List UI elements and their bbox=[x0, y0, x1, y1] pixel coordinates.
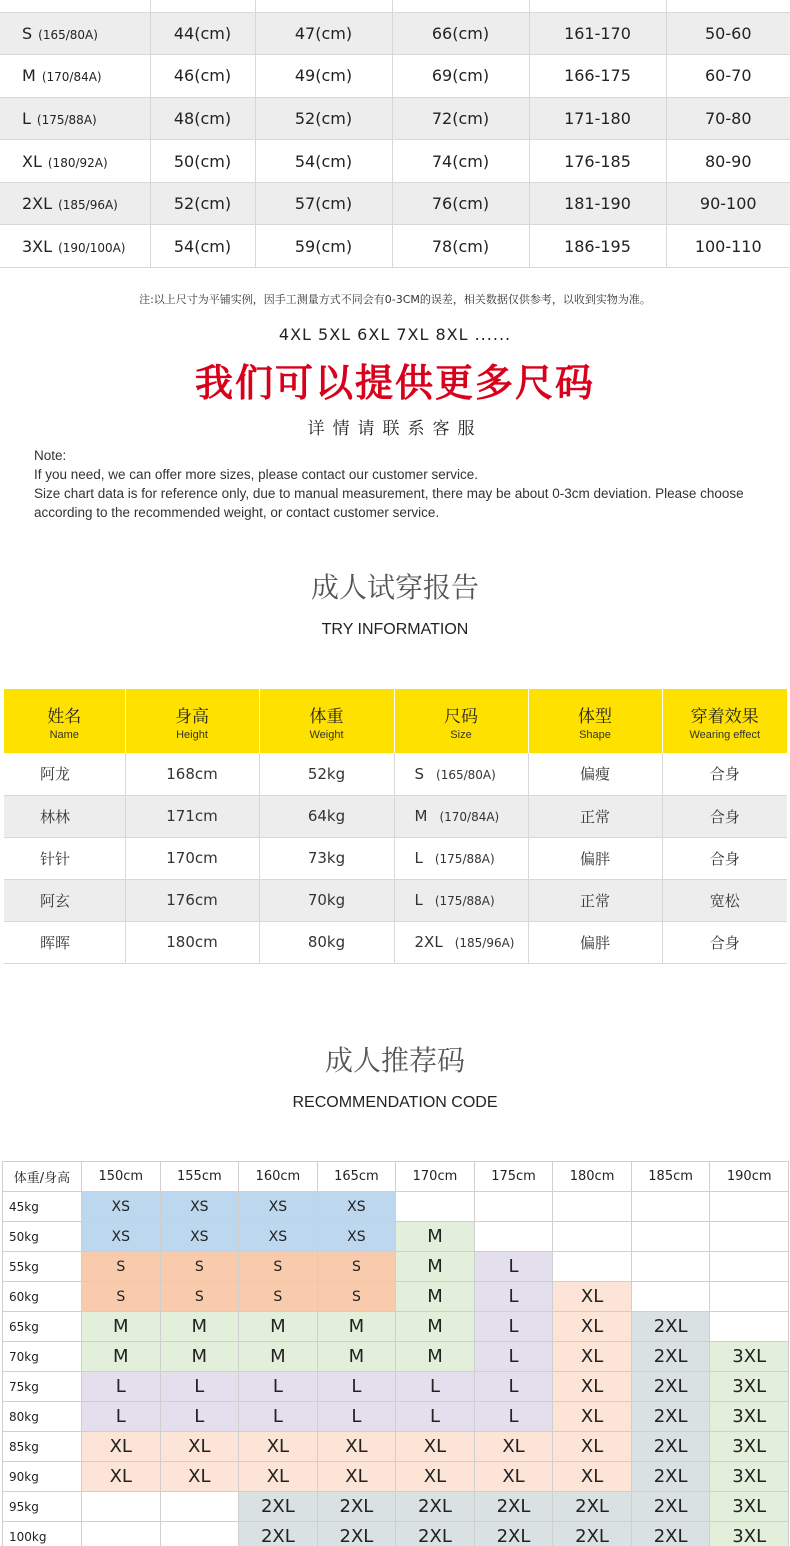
rec-size-cell: XL bbox=[553, 1402, 632, 1432]
size-code: (170/84A) bbox=[41, 70, 102, 85]
rec-size-cell bbox=[160, 1492, 239, 1522]
size-label: L bbox=[22, 108, 31, 128]
size-cell bbox=[0, 225, 150, 268]
rec-weight-cell: 75kg bbox=[3, 1372, 82, 1402]
size-code: (190/100A) bbox=[58, 240, 126, 255]
rec-size-cell: 2XL bbox=[474, 1522, 553, 1546]
english-note bbox=[34, 446, 764, 522]
rec-size-cell: XS bbox=[82, 1222, 161, 1252]
rec-size-cell: 3XL bbox=[710, 1462, 789, 1492]
rec-size-cell: M bbox=[396, 1312, 475, 1342]
rec-size-cell: L bbox=[474, 1312, 553, 1342]
size-value-cell: 54(cm) bbox=[255, 140, 392, 183]
try-row bbox=[4, 837, 787, 879]
try-header-en: Height bbox=[176, 728, 208, 741]
try-header-en: Wearing effect bbox=[689, 728, 761, 741]
rec-size-cell: 2XL bbox=[239, 1522, 318, 1546]
contact-service-line: 详情请联系客服 bbox=[307, 419, 483, 439]
rec-size-cell: L bbox=[474, 1402, 553, 1432]
rec-weight-cell: 100kg bbox=[3, 1522, 82, 1546]
rec-size-cell: 3XL bbox=[710, 1402, 789, 1432]
rec-size-cell: XL bbox=[553, 1282, 632, 1312]
try-weight: 73kg bbox=[259, 837, 394, 879]
rec-size-cell bbox=[160, 1522, 239, 1546]
rec-height-header: 150cm bbox=[82, 1162, 161, 1192]
more-sizes-banner: 我们可以提供更多尺码 bbox=[194, 361, 595, 405]
try-weight: 70kg bbox=[259, 879, 394, 921]
try-size-label: 2XL bbox=[414, 933, 443, 951]
rec-size-cell: 2XL bbox=[631, 1522, 710, 1546]
rec-size-cell: XL bbox=[239, 1462, 318, 1492]
rec-size-cell: 2XL bbox=[317, 1522, 396, 1546]
try-size bbox=[394, 921, 528, 963]
size-value-cell: 46(cm) bbox=[150, 55, 255, 98]
size-value-cell: 57(cm) bbox=[255, 182, 392, 225]
size-row bbox=[0, 55, 790, 98]
try-row bbox=[4, 753, 787, 795]
size-label: XL bbox=[22, 151, 42, 171]
rec-size-cell: M bbox=[160, 1342, 239, 1372]
try-shape: 正常 bbox=[528, 879, 662, 921]
try-header-cn: 体型 bbox=[578, 706, 612, 727]
try-name: 针针 bbox=[4, 837, 125, 879]
size-value-cell: 50-60 bbox=[666, 12, 790, 55]
rec-size-cell: M bbox=[396, 1222, 475, 1252]
rec-size-cell: 3XL bbox=[710, 1492, 789, 1522]
size-value-cell: 100-110 bbox=[666, 225, 790, 268]
rec-size-cell: XS bbox=[82, 1192, 161, 1222]
rec-size-cell: M bbox=[396, 1252, 475, 1282]
size-value-cell: 60-70 bbox=[666, 55, 790, 98]
size-value-cell: 52(cm) bbox=[255, 97, 392, 140]
try-height: 170cm bbox=[125, 837, 259, 879]
rec-size-cell bbox=[553, 1192, 632, 1222]
size-value-cell: 90-100 bbox=[666, 182, 790, 225]
try-row bbox=[4, 879, 787, 921]
rec-size-cell: XS bbox=[239, 1222, 318, 1252]
rec-size-cell: XL bbox=[82, 1462, 161, 1492]
size-value-cell: 74(cm) bbox=[392, 140, 529, 183]
rec-size-cell: XL bbox=[317, 1432, 396, 1462]
rec-size-cell: M bbox=[160, 1312, 239, 1342]
rec-size-cell: S bbox=[160, 1252, 239, 1282]
try-header-en: Name bbox=[49, 728, 79, 741]
try-header-en: Shape bbox=[579, 728, 611, 741]
english-note-line-2: Size chart data is for reference only, due to manual measurement, there may be about 0-3cm deviation. Please choose according to the recommended weight, or contact customer service. bbox=[34, 486, 744, 520]
rec-size-cell: 2XL bbox=[631, 1432, 710, 1462]
try-size bbox=[394, 753, 528, 795]
rec-size-cell: XL bbox=[474, 1432, 553, 1462]
size-row bbox=[0, 182, 790, 225]
rec-height-header: 165cm bbox=[317, 1162, 396, 1192]
size-value-cell: 72(cm) bbox=[392, 97, 529, 140]
size-value-cell: 171-180 bbox=[529, 97, 666, 140]
rec-size-cell: 2XL bbox=[631, 1312, 710, 1342]
try-header-cell bbox=[259, 689, 394, 753]
rec-size-cell: M bbox=[317, 1342, 396, 1372]
size-label: M bbox=[22, 66, 36, 86]
rec-size-cell bbox=[710, 1312, 789, 1342]
try-size-code: (185/96A) bbox=[454, 936, 515, 950]
rec-weight-cell: 70kg bbox=[3, 1342, 82, 1372]
rec-size-cell: L bbox=[82, 1402, 161, 1432]
rec-size-cell bbox=[631, 1282, 710, 1312]
rec-size-cell: S bbox=[160, 1282, 239, 1312]
rec-size-cell: XS bbox=[317, 1222, 396, 1252]
size-value-cell: 47(cm) bbox=[255, 12, 392, 55]
rec-size-cell bbox=[631, 1192, 710, 1222]
size-value-cell: 50(cm) bbox=[150, 140, 255, 183]
try-row bbox=[4, 795, 787, 837]
rec-size-cell: XL bbox=[396, 1462, 475, 1492]
try-size-label: L bbox=[414, 849, 423, 867]
try-effect: 合身 bbox=[662, 921, 787, 963]
rec-size-cell: M bbox=[396, 1342, 475, 1372]
rec-size-cell: 2XL bbox=[631, 1342, 710, 1372]
rec-row bbox=[3, 1432, 789, 1462]
try-size-code: (170/84A) bbox=[439, 810, 500, 824]
rec-height-header: 155cm bbox=[160, 1162, 239, 1192]
rec-size-cell: S bbox=[317, 1282, 396, 1312]
size-value-cell: 66(cm) bbox=[392, 12, 529, 55]
try-effect: 合身 bbox=[662, 837, 787, 879]
try-weight: 52kg bbox=[259, 753, 394, 795]
size-value-cell: 186-195 bbox=[529, 225, 666, 268]
rec-size-cell: S bbox=[82, 1252, 161, 1282]
size-value-cell: 80-90 bbox=[666, 140, 790, 183]
rec-row bbox=[3, 1372, 789, 1402]
try-information-table bbox=[4, 689, 787, 964]
english-note-label: Note: bbox=[34, 448, 67, 463]
rec-row bbox=[3, 1222, 789, 1252]
try-header-en: Size bbox=[450, 728, 472, 741]
rec-size-cell bbox=[631, 1252, 710, 1282]
size-code: (185/96A) bbox=[58, 198, 118, 213]
rec-row bbox=[3, 1492, 789, 1522]
rec-size-cell: M bbox=[239, 1342, 318, 1372]
rec-row bbox=[3, 1522, 789, 1546]
try-header-cell bbox=[4, 689, 125, 753]
rec-size-cell: S bbox=[82, 1282, 161, 1312]
rec-size-cell: XL bbox=[553, 1312, 632, 1342]
size-label: S bbox=[22, 23, 33, 43]
size-row bbox=[0, 140, 790, 183]
rec-size-cell: L bbox=[396, 1402, 475, 1432]
rec-height-header: 170cm bbox=[396, 1162, 475, 1192]
try-size bbox=[394, 795, 528, 837]
rec-size-cell: XL bbox=[239, 1432, 318, 1462]
rec-row bbox=[3, 1402, 789, 1432]
rec-size-cell: XL bbox=[82, 1432, 161, 1462]
rec-size-cell: M bbox=[82, 1342, 161, 1372]
rec-size-cell: L bbox=[160, 1372, 239, 1402]
rec-weight-cell: 95kg bbox=[3, 1492, 82, 1522]
rec-size-cell: 2XL bbox=[631, 1462, 710, 1492]
size-cell bbox=[0, 12, 150, 55]
try-shape: 偏胖 bbox=[528, 921, 662, 963]
size-value-cell: 52(cm) bbox=[150, 182, 255, 225]
try-size-code: (165/80A) bbox=[436, 767, 496, 782]
rec-size-cell bbox=[553, 1222, 632, 1252]
rec-weight-cell: 45kg bbox=[3, 1192, 82, 1222]
chinese-note: 注:以上尺寸为平铺实例，因手工测量方式不同会有0-3CM的误差，相关数据仅供参考，以收到实物为准。 bbox=[139, 293, 651, 306]
rec-weight-cell: 55kg bbox=[3, 1252, 82, 1282]
try-size-code: (175/88A) bbox=[434, 894, 495, 908]
try-size-label: L bbox=[414, 891, 423, 909]
size-row bbox=[0, 97, 790, 140]
rec-row bbox=[3, 1192, 789, 1222]
try-height: 171cm bbox=[125, 795, 259, 837]
rec-size-cell: 2XL bbox=[631, 1492, 710, 1522]
rec-size-cell: XL bbox=[160, 1462, 239, 1492]
rec-weight-cell: 65kg bbox=[3, 1312, 82, 1342]
size-chart-top-row bbox=[0, 0, 790, 12]
rec-row bbox=[3, 1282, 789, 1312]
try-size-code: (175/88A) bbox=[434, 852, 495, 866]
rec-size-cell: 3XL bbox=[710, 1342, 789, 1372]
try-weight: 64kg bbox=[259, 795, 394, 837]
rec-size-cell: L bbox=[82, 1372, 161, 1402]
rec-size-cell: 2XL bbox=[474, 1492, 553, 1522]
rec-size-cell: XS bbox=[239, 1192, 318, 1222]
size-value-cell: 48(cm) bbox=[150, 97, 255, 140]
rec-size-cell: S bbox=[239, 1252, 318, 1282]
rec-size-cell: L bbox=[474, 1282, 553, 1312]
try-effect: 合身 bbox=[662, 753, 787, 795]
try-section-subtitle: TRY INFORMATION bbox=[321, 621, 469, 638]
rec-size-cell: XS bbox=[317, 1192, 396, 1222]
try-shape: 正常 bbox=[528, 795, 662, 837]
rec-size-cell bbox=[553, 1252, 632, 1282]
rec-weight-cell: 85kg bbox=[3, 1432, 82, 1462]
rec-size-cell: L bbox=[396, 1372, 475, 1402]
rec-size-cell bbox=[710, 1222, 789, 1252]
try-header-cell bbox=[125, 689, 259, 753]
size-value-cell: 59(cm) bbox=[255, 225, 392, 268]
rec-size-cell: XL bbox=[553, 1342, 632, 1372]
try-weight: 80kg bbox=[259, 921, 394, 963]
rec-size-cell: M bbox=[396, 1282, 475, 1312]
rec-size-cell: M bbox=[317, 1312, 396, 1342]
size-cell bbox=[0, 140, 150, 183]
rec-size-cell: L bbox=[474, 1372, 553, 1402]
rec-size-cell: 2XL bbox=[239, 1492, 318, 1522]
rec-size-cell bbox=[474, 1192, 553, 1222]
try-effect: 宽松 bbox=[662, 879, 787, 921]
rec-size-cell bbox=[710, 1192, 789, 1222]
rec-size-cell: M bbox=[239, 1312, 318, 1342]
size-value-cell: 49(cm) bbox=[255, 55, 392, 98]
size-value-cell: 54(cm) bbox=[150, 225, 255, 268]
size-value-cell: 161-170 bbox=[529, 12, 666, 55]
rec-height-header: 180cm bbox=[553, 1162, 632, 1192]
size-code: (175/88A) bbox=[36, 112, 97, 127]
rec-weight-cell: 90kg bbox=[3, 1462, 82, 1492]
size-code: (180/92A) bbox=[47, 155, 108, 170]
rec-size-cell: 3XL bbox=[710, 1432, 789, 1462]
rec-size-cell bbox=[396, 1192, 475, 1222]
rec-size-cell: 3XL bbox=[710, 1522, 789, 1546]
rec-row bbox=[3, 1462, 789, 1492]
size-value-cell: 176-185 bbox=[529, 140, 666, 183]
rec-size-cell: XL bbox=[553, 1372, 632, 1402]
rec-size-cell: XS bbox=[160, 1222, 239, 1252]
size-label: 2XL bbox=[22, 194, 53, 214]
rec-height-header: 175cm bbox=[474, 1162, 553, 1192]
english-note-line-1: If you need, we can offer more sizes, please contact our customer service. bbox=[34, 467, 478, 482]
rec-header-row bbox=[3, 1162, 789, 1192]
try-header-cn: 尺码 bbox=[444, 706, 478, 727]
try-section-title: 成人试穿报告 bbox=[310, 571, 479, 604]
rec-size-cell bbox=[474, 1222, 553, 1252]
try-header-cell bbox=[394, 689, 528, 753]
rec-size-cell: 2XL bbox=[553, 1522, 632, 1546]
rec-size-cell: L bbox=[239, 1372, 318, 1402]
rec-row bbox=[3, 1312, 789, 1342]
size-value-cell: 76(cm) bbox=[392, 182, 529, 225]
rec-size-cell: L bbox=[317, 1402, 396, 1432]
rec-size-cell bbox=[82, 1522, 161, 1546]
try-shape: 偏瘦 bbox=[528, 753, 662, 795]
try-name: 阿龙 bbox=[4, 753, 125, 795]
rec-size-cell: L bbox=[474, 1252, 553, 1282]
try-name: 林林 bbox=[4, 795, 125, 837]
try-name: 晖晖 bbox=[4, 921, 125, 963]
try-height: 176cm bbox=[125, 879, 259, 921]
rec-weight-cell: 80kg bbox=[3, 1402, 82, 1432]
rec-size-cell: L bbox=[160, 1402, 239, 1432]
size-label: 3XL bbox=[22, 236, 53, 256]
rec-size-cell: XL bbox=[317, 1462, 396, 1492]
rec-size-cell: L bbox=[239, 1402, 318, 1432]
try-name: 阿玄 bbox=[4, 879, 125, 921]
rec-size-cell: L bbox=[317, 1372, 396, 1402]
size-value-cell: 181-190 bbox=[529, 182, 666, 225]
rec-size-cell: S bbox=[317, 1252, 396, 1282]
more-sizes-line: 4XL 5XL 6XL 7XL 8XL ...... bbox=[278, 325, 512, 344]
rec-size-cell: XL bbox=[553, 1462, 632, 1492]
rec-size-cell: 2XL bbox=[631, 1402, 710, 1432]
try-effect: 合身 bbox=[662, 795, 787, 837]
rec-corner-cell: 体重/身高 bbox=[3, 1162, 82, 1192]
try-header-cn: 姓名 bbox=[47, 706, 82, 727]
recommendation-grid bbox=[2, 1161, 789, 1546]
try-header-en: Weight bbox=[309, 728, 344, 741]
rec-size-cell: XS bbox=[160, 1192, 239, 1222]
size-value-cell: 166-175 bbox=[529, 55, 666, 98]
try-shape: 偏胖 bbox=[528, 837, 662, 879]
size-cell bbox=[0, 97, 150, 140]
rec-size-cell bbox=[710, 1282, 789, 1312]
rec-height-header: 160cm bbox=[239, 1162, 318, 1192]
rec-weight-cell: 60kg bbox=[3, 1282, 82, 1312]
rec-size-cell bbox=[82, 1492, 161, 1522]
try-size bbox=[394, 879, 528, 921]
try-header-cell bbox=[528, 689, 662, 753]
rec-row bbox=[3, 1252, 789, 1282]
size-row bbox=[0, 225, 790, 268]
rec-size-cell: 2XL bbox=[317, 1492, 396, 1522]
rec-size-cell: 2XL bbox=[553, 1492, 632, 1522]
rec-size-cell: 3XL bbox=[710, 1372, 789, 1402]
rec-size-cell: XL bbox=[160, 1432, 239, 1462]
size-chart-table bbox=[0, 0, 790, 268]
try-height: 168cm bbox=[125, 753, 259, 795]
size-value-cell: 70-80 bbox=[666, 97, 790, 140]
rec-size-cell bbox=[631, 1222, 710, 1252]
rec-size-cell: S bbox=[239, 1282, 318, 1312]
try-size bbox=[394, 837, 528, 879]
try-header-cn: 体重 bbox=[309, 706, 344, 727]
size-value-cell: 44(cm) bbox=[150, 12, 255, 55]
size-row bbox=[0, 12, 790, 55]
rec-height-header: 185cm bbox=[631, 1162, 710, 1192]
rec-size-cell: XL bbox=[396, 1432, 475, 1462]
rec-weight-cell: 50kg bbox=[3, 1222, 82, 1252]
try-header-cell bbox=[662, 689, 787, 753]
rec-size-cell: L bbox=[474, 1342, 553, 1372]
try-size-label: S bbox=[414, 764, 425, 783]
size-value-cell: 69(cm) bbox=[392, 55, 529, 98]
rec-size-cell: 2XL bbox=[396, 1522, 475, 1546]
rec-size-cell: XL bbox=[553, 1432, 632, 1462]
rec-row bbox=[3, 1342, 789, 1372]
rec-size-cell: 2XL bbox=[396, 1492, 475, 1522]
rec-size-cell bbox=[710, 1252, 789, 1282]
try-table-header bbox=[4, 689, 787, 753]
size-code: (165/80A) bbox=[38, 27, 98, 42]
try-row bbox=[4, 921, 787, 963]
size-value-cell: 78(cm) bbox=[392, 225, 529, 268]
try-header-cn: 身高 bbox=[175, 706, 209, 727]
try-height: 180cm bbox=[125, 921, 259, 963]
rec-size-cell: M bbox=[82, 1312, 161, 1342]
recommendation-section-subtitle: RECOMMENDATION CODE bbox=[292, 1094, 498, 1111]
recommendation-section-title: 成人推荐码 bbox=[324, 1044, 465, 1077]
rec-size-cell: XL bbox=[474, 1462, 553, 1492]
size-cell bbox=[0, 55, 150, 98]
try-header-cn: 穿着效果 bbox=[690, 706, 759, 727]
try-size-label: M bbox=[414, 807, 428, 825]
rec-size-cell: 2XL bbox=[631, 1372, 710, 1402]
size-cell bbox=[0, 182, 150, 225]
rec-height-header: 190cm bbox=[710, 1162, 789, 1192]
